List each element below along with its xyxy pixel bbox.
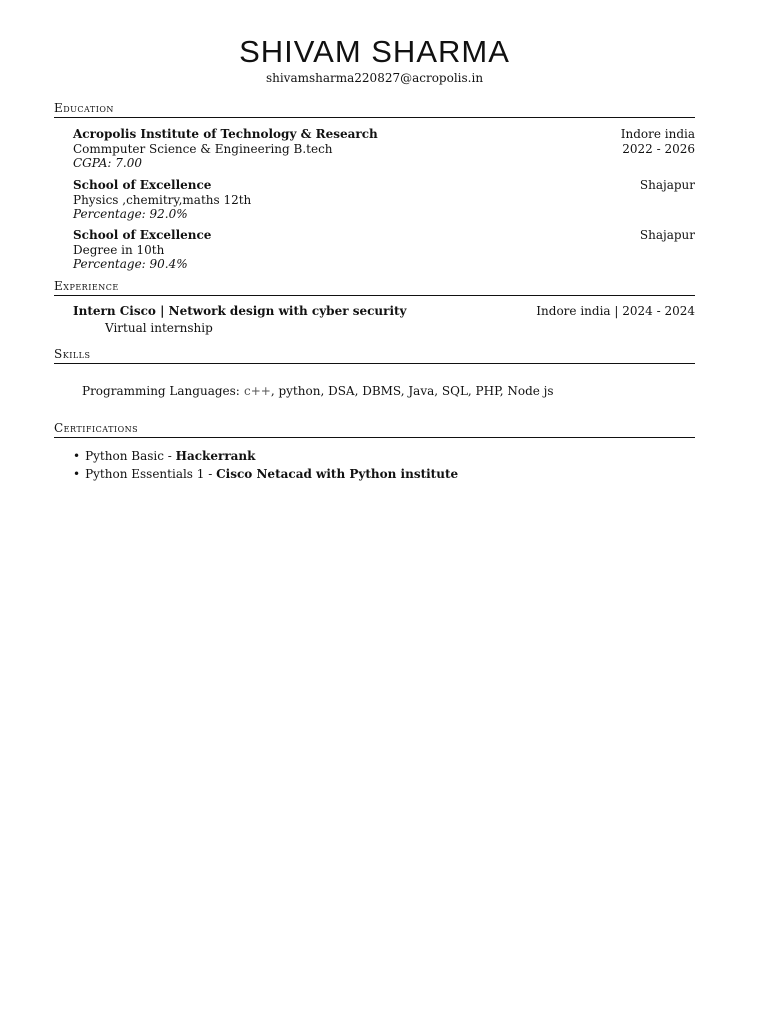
certification-item bbox=[73, 447, 458, 465]
education-institution: Acropolis Institute of Technology & Research bbox=[73, 127, 378, 141]
education-degree: Physics ,chemitry,maths 12th bbox=[73, 192, 252, 207]
certification-issuer: Cisco Netacad with Python institute bbox=[216, 467, 459, 481]
skill-cpp: c++ bbox=[244, 384, 271, 398]
education-score: CGPA: 7.00 bbox=[73, 156, 142, 170]
certification-list bbox=[73, 447, 458, 483]
education-entry bbox=[73, 228, 695, 272]
certification-issuer: Hackerrank bbox=[175, 449, 256, 463]
education-dates: 2022 - 2026 bbox=[622, 141, 695, 156]
experience-title: Intern Cisco | Network design with cyber security bbox=[73, 304, 407, 318]
education-degree: Commputer Science & Engineering B.tech bbox=[73, 141, 333, 156]
education-institution: School of Excellence bbox=[73, 178, 212, 192]
section-heading-certifications: Certifications bbox=[54, 421, 695, 438]
email-link[interactable]: shivamsharma220827@acropolis.in bbox=[265, 71, 484, 85]
education-institution: School of Excellence bbox=[73, 228, 212, 242]
experience-entry bbox=[73, 304, 695, 335]
candidate-name: SHIVAM SHARMA bbox=[239, 34, 510, 69]
skills-list bbox=[244, 384, 554, 398]
certification-item bbox=[73, 465, 458, 483]
education-location: Indore india bbox=[620, 127, 695, 141]
education-location: Shajapur bbox=[639, 178, 695, 192]
skills-label: Programming Languages: bbox=[82, 384, 240, 398]
experience-meta: Indore india | 2024 - 2024 bbox=[536, 304, 695, 318]
education-location: Shajapur bbox=[639, 228, 695, 242]
section-heading-experience: Experience bbox=[54, 279, 695, 296]
certification-name: Python Essentials 1 - bbox=[85, 467, 217, 481]
experience-description: Virtual internship bbox=[105, 320, 213, 335]
section-heading-education: Education bbox=[54, 101, 695, 118]
section-heading-skills: Skills bbox=[54, 347, 695, 364]
skills-rest: , python, DSA, DBMS, Java, SQL, PHP, Node js bbox=[270, 384, 554, 398]
certification-name: Python Basic - bbox=[85, 449, 176, 463]
education-entry bbox=[73, 178, 695, 222]
education-degree: Degree in 10th bbox=[73, 242, 165, 257]
education-entry bbox=[73, 127, 695, 171]
skills-row bbox=[82, 384, 554, 398]
education-score: Percentage: 90.4% bbox=[73, 257, 188, 271]
education-score: Percentage: 92.0% bbox=[73, 207, 188, 221]
